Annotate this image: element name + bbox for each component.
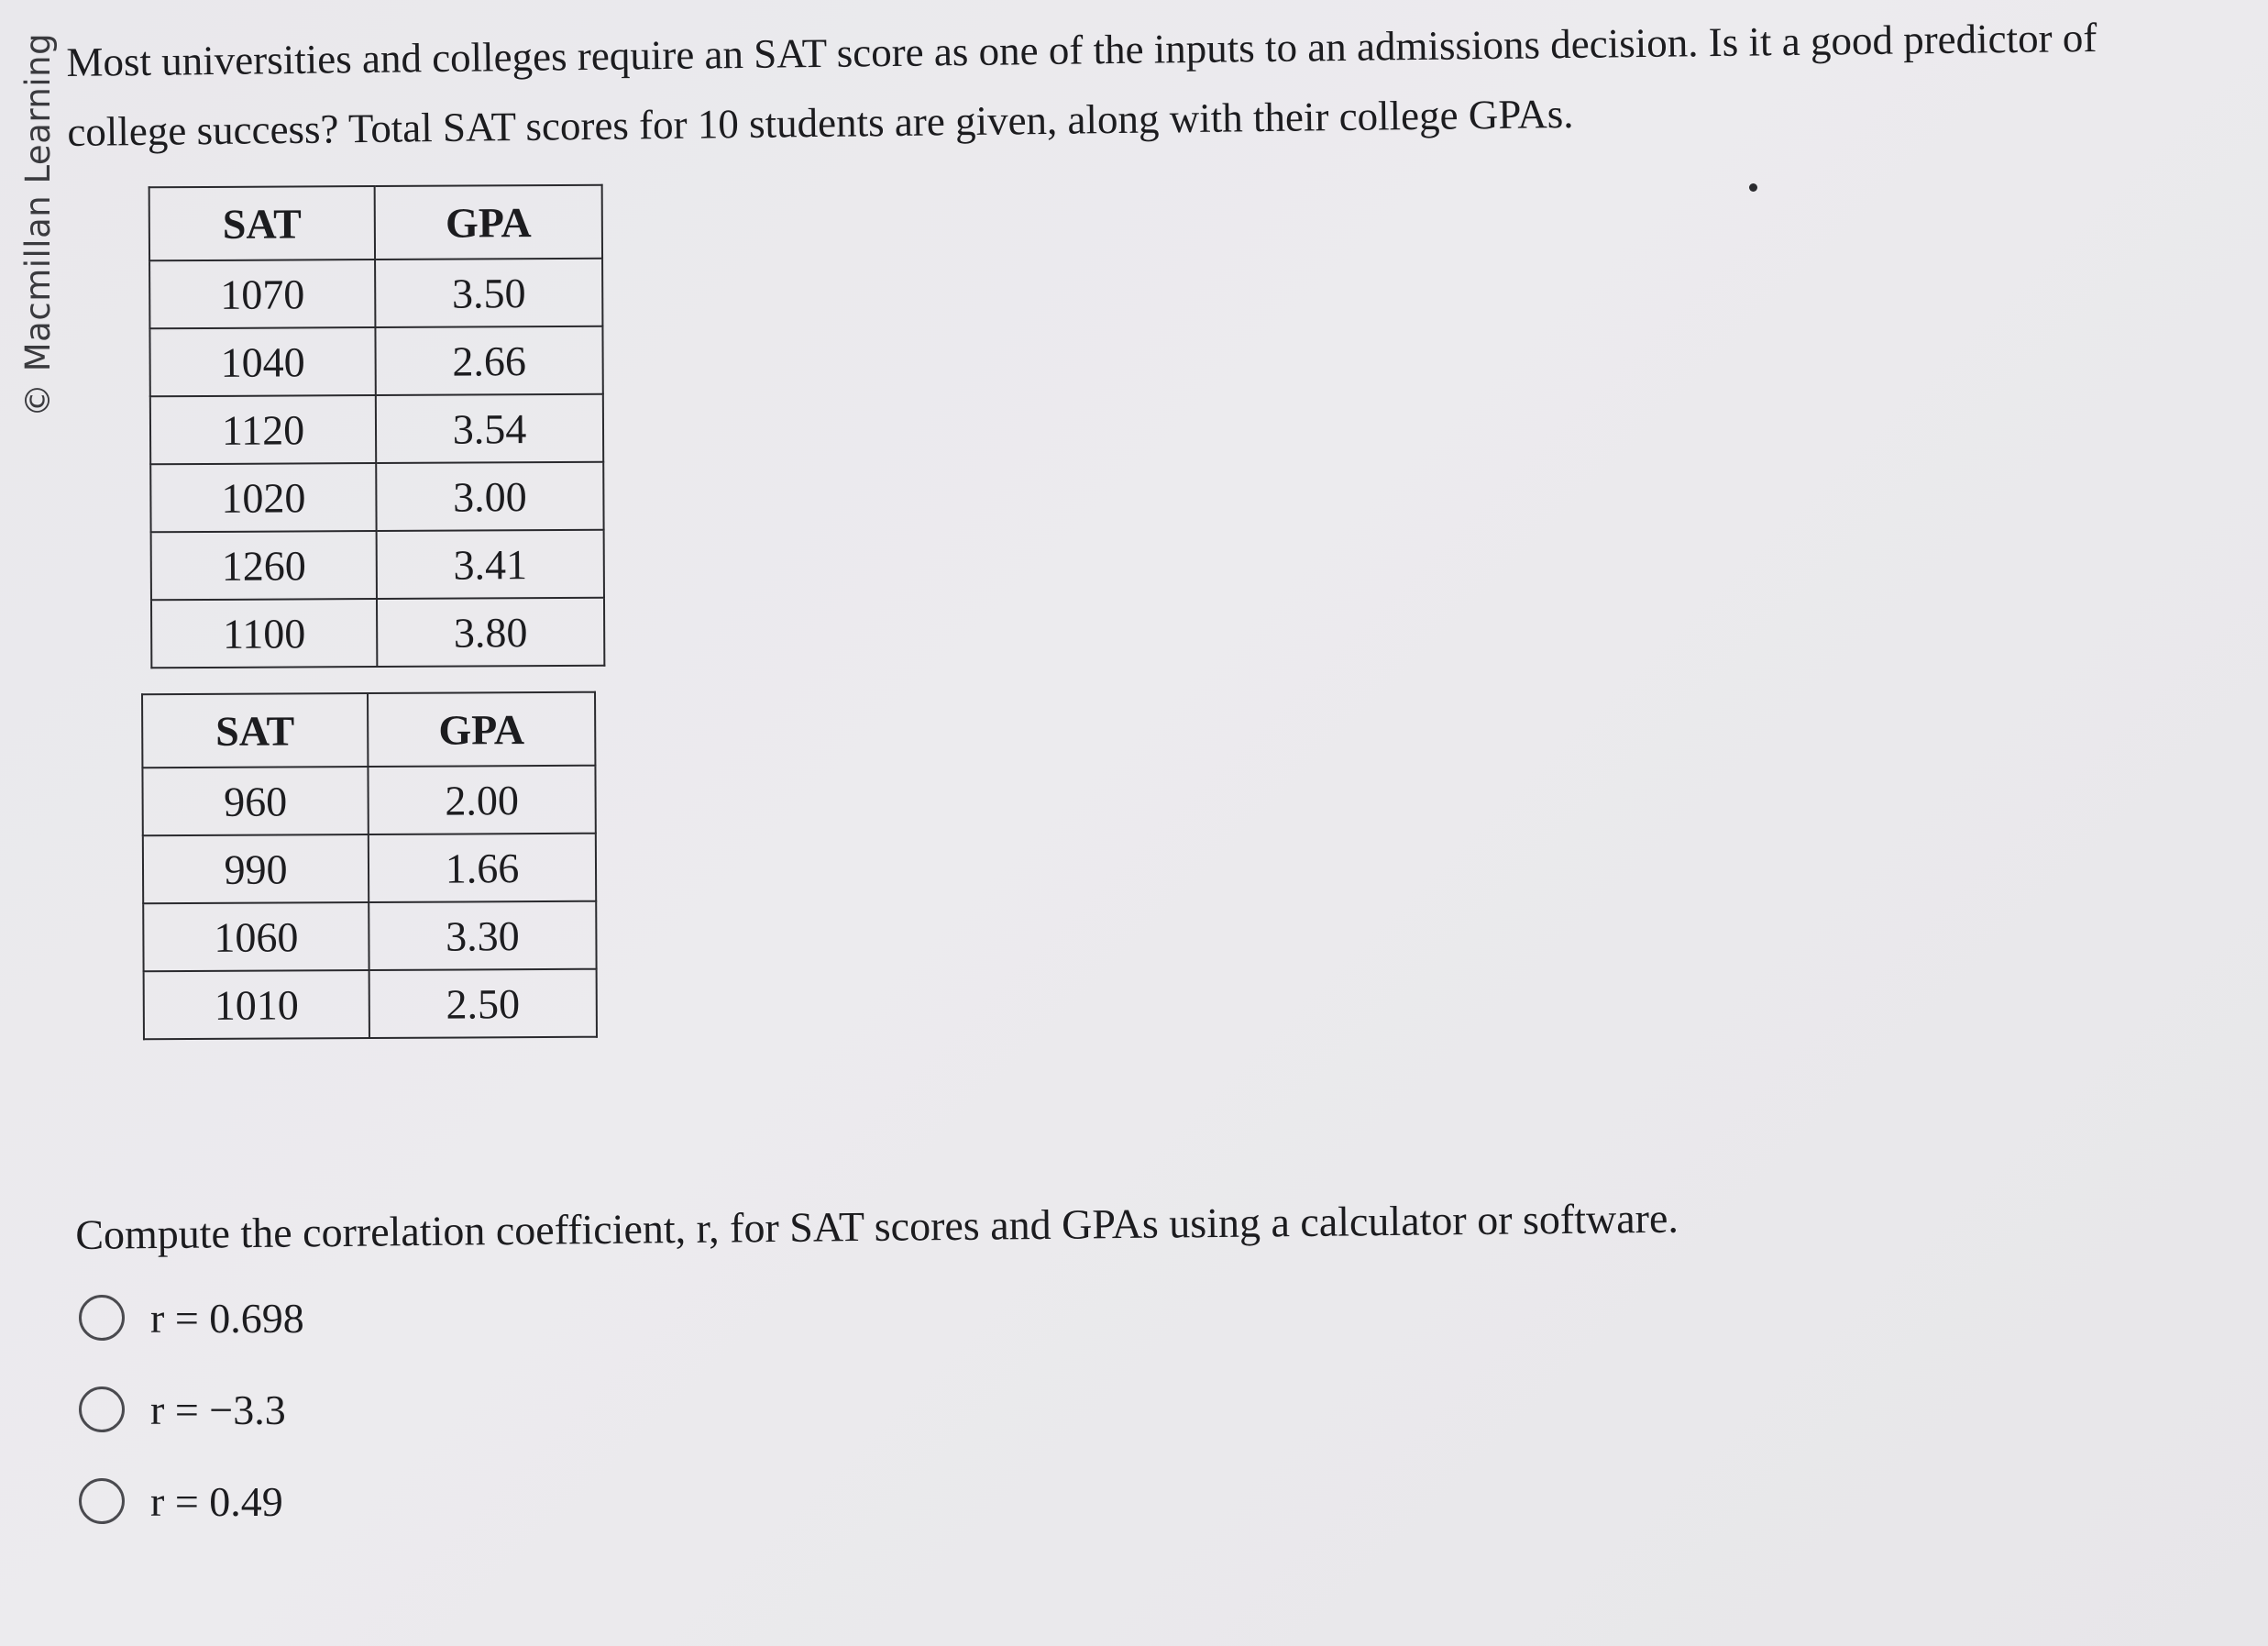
- table-row: [143, 834, 596, 904]
- gpa-header: GPA: [375, 185, 602, 260]
- table-row: [150, 462, 603, 533]
- sat-cell: 1040: [149, 327, 375, 396]
- radio-button-icon[interactable]: [79, 1386, 125, 1432]
- sat-cell: 1100: [151, 599, 377, 668]
- table-row: [149, 326, 602, 397]
- sat-header: SAT: [149, 186, 375, 260]
- prompt-text: Compute the correlation coefficient, r, for SAT scores and GPAs using a calculator or software.: [75, 1194, 1679, 1258]
- sat-cell: 1010: [144, 970, 369, 1039]
- sat-cell: 1120: [150, 395, 376, 464]
- answer-option-label: r = −3.3: [150, 1386, 286, 1433]
- gpa-cell: 3.00: [376, 462, 603, 531]
- sat-cell: 990: [143, 834, 369, 903]
- sat-cell: 1020: [150, 463, 376, 532]
- answer-option-3[interactable]: [79, 1475, 304, 1528]
- sat-cell: 960: [142, 767, 368, 835]
- sat-cell: 1260: [151, 531, 377, 600]
- answer-option-2[interactable]: [79, 1383, 304, 1436]
- gpa-cell: 3.54: [376, 394, 603, 463]
- radio-button-icon[interactable]: [79, 1478, 125, 1524]
- table-row: [149, 259, 602, 329]
- gpa-cell: 1.66: [369, 834, 596, 902]
- table-row: [150, 394, 603, 465]
- gpa-cell: 2.50: [369, 969, 597, 1038]
- stray-dot-mark: [1749, 183, 1757, 192]
- answer-options: [79, 1291, 304, 1566]
- sat-header: SAT: [142, 693, 368, 768]
- question-text: Most universities and colleges require an SAT score as one of the inputs to an admissions decision. Is it a good predictor of college success? Total SAT scores for 10 students are given, along with their college GPAs.: [66, 14, 2097, 155]
- table-row: [144, 969, 597, 1040]
- table-row: [151, 530, 604, 601]
- table-header-row: [142, 692, 595, 768]
- sat-cell: 1070: [149, 260, 375, 328]
- copyright-notice: © Macmillan Learning: [18, 32, 58, 417]
- gpa-cell: 2.00: [368, 766, 595, 834]
- sat-gpa-table-2: [141, 691, 598, 1041]
- radio-button-icon[interactable]: [79, 1295, 125, 1341]
- gpa-cell: 2.66: [375, 326, 602, 395]
- answer-option-label: r = 0.49: [150, 1477, 283, 1525]
- gpa-cell: 3.50: [375, 259, 602, 327]
- gpa-cell: 3.41: [377, 530, 604, 599]
- sat-gpa-table-1: [149, 184, 606, 669]
- answer-option-label: r = 0.698: [150, 1294, 304, 1342]
- table-row: [151, 598, 604, 668]
- answer-option-1[interactable]: [79, 1291, 304, 1344]
- gpa-cell: 3.80: [377, 598, 604, 667]
- sat-cell: 1060: [143, 902, 369, 971]
- gpa-cell: 3.30: [369, 901, 596, 970]
- table-header-row: [149, 185, 602, 261]
- table-row: [142, 766, 595, 836]
- table-row: [143, 901, 596, 972]
- gpa-header: GPA: [368, 692, 595, 767]
